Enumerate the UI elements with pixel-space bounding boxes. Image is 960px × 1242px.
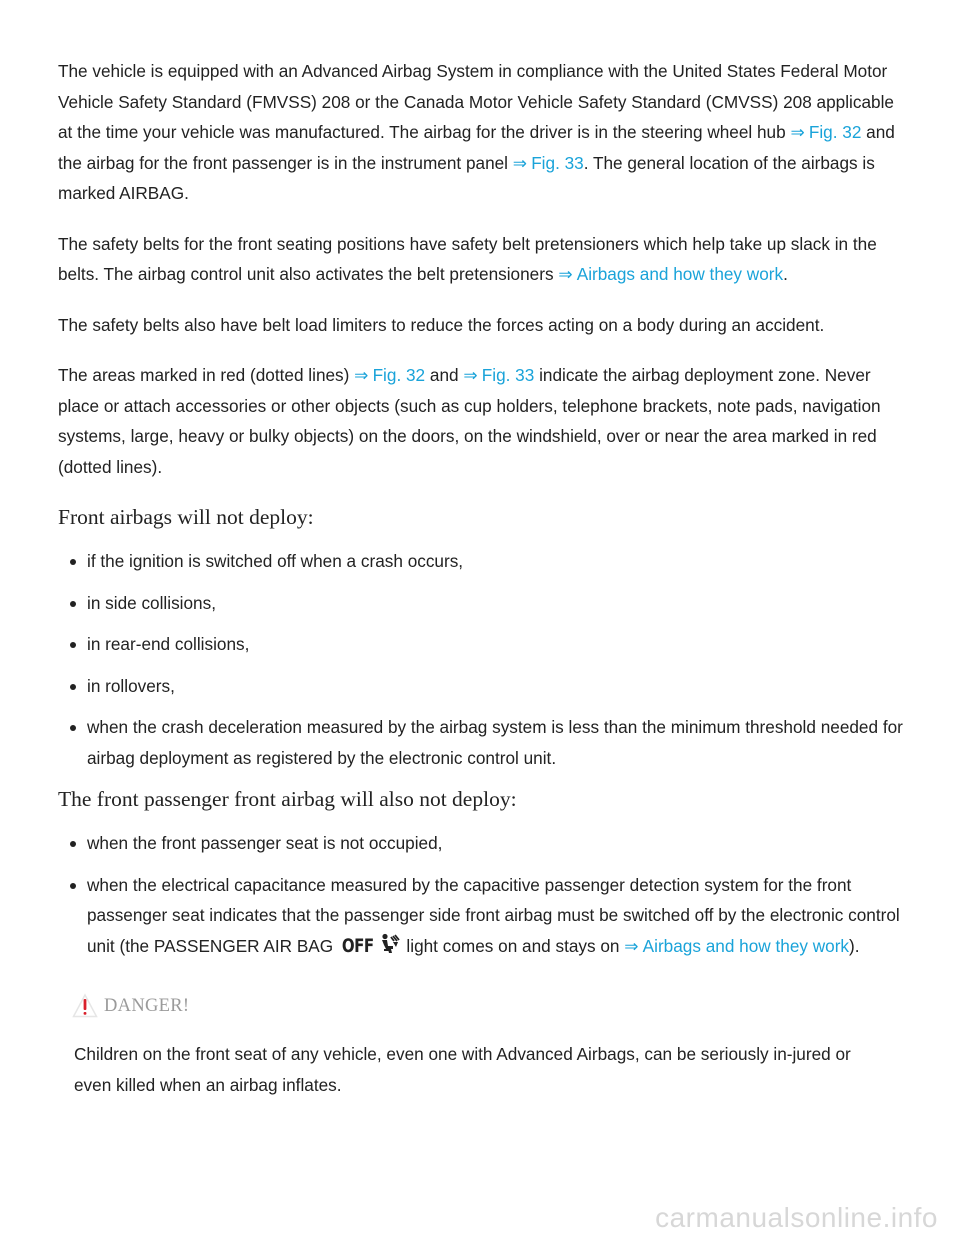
arrow-icon: ⇒ [463,365,478,385]
link-fig-33[interactable] [463,365,534,385]
paragraph-pretensioners [58,229,910,290]
paragraph-deployment-zone [58,360,910,482]
list-item: when the front passenger seat is not occupied, [58,828,910,859]
text: The safety belts also have belt load limiters to reduce the forces acting on a body during an accident. [58,314,825,335]
passenger-airbag-icon [378,933,400,955]
text: The safety belts for the front seating positions have safety belt pretensioners which help take up slack in the belts. The airbag control unit also activates the belt pretensioners [58,233,877,284]
link-airbags-how-they-work[interactable] [558,264,783,284]
list-item: in rollovers, [58,671,910,702]
danger-title: DANGER! [104,995,190,1016]
link-text: Fig. 33 [481,365,535,385]
link-fig-32[interactable] [354,365,425,385]
link-text: Fig. 33 [531,152,584,173]
list-item: in side collisions, [58,588,910,619]
heading-front-airbags-not-deploy: Front airbags will not deploy: [58,505,314,529]
link-text: Airbags and how they work [642,935,850,956]
off-indicator-icon: OFF [341,934,374,957]
link-text: Airbags and how they work [576,264,784,284]
text: and the airbag for the front passenger is in the instrument panel [58,122,895,173]
text: light comes on and stays on [401,935,625,956]
list-front-airbags-not-deploy [58,546,910,773]
arrow-icon: ⇒ [624,935,639,956]
link-fig-32[interactable] [790,122,861,142]
text: ). [849,935,860,956]
text: when the electrical capacitance measured by the capacitive passenger detection system for the front passenger seat indicates that the passenger side front airbag must be switched off by the electronic control unit (the PASSENGER AIR BAG [87,874,900,956]
danger-box [58,989,910,1100]
warning-triangle-icon [72,993,98,1019]
document-body [58,56,910,1100]
link-text: Fig. 32 [808,122,862,142]
list-passenger-airbag-not-deploy [58,828,910,961]
list-item: when the crash deceleration measured by the airbag system is less than the minimum threshold needed for airbag deployment as registered by the electronic control unit. [58,712,910,773]
list-item: if the ignition is switched off when a crash occurs, [58,546,910,577]
link-text: Fig. 32 [372,365,426,385]
arrow-icon: ⇒ [790,122,805,142]
link-airbags-how-they-work[interactable] [624,936,849,956]
arrow-icon: ⇒ [558,264,573,284]
danger-text: Children on the front seat of any vehicle, even one with Advanced Airbags, can be seriously in-jured or even killed when an airbag inflates. [74,1044,851,1095]
link-fig-33[interactable] [513,153,584,173]
danger-header [72,989,910,1023]
arrow-icon: ⇒ [354,365,369,385]
text: The areas marked in red (dotted lines) [58,365,355,385]
text: and [425,365,464,385]
list-item: in rear-end collisions, [58,629,910,660]
arrow-icon: ⇒ [512,152,528,173]
heading-passenger-airbag-not-deploy: The front passenger front airbag will also not deploy: [58,787,517,811]
text: . The general location of the airbags is marked AIRBAG. [58,152,875,203]
text: indicate the airbag deployment zone. Never place or attach accessories or other objects (such as cup holders, telephone brackets, note pads, navigation systems, large, heavy or bulky objects) on the doors, on the windshield, over or near the area marked in red (dotted lines). [58,365,881,477]
text: . [783,264,788,284]
paragraph-airbag-system [58,56,910,209]
paragraph-load-limiters [58,310,910,341]
watermark: carmanualsonline.info [655,1202,938,1233]
list-item [58,870,910,962]
text: The vehicle is equipped with an Advanced Airbag System in compliance with the United States Federal Motor Vehicle Safety Standard (FMVSS) 208 or the Canada Motor Vehicle Safety Standard (CMVSS) 208 applicable at the time your vehicle was manufactured. The airbag for the driver is in the steering wheel hub [58,61,894,142]
